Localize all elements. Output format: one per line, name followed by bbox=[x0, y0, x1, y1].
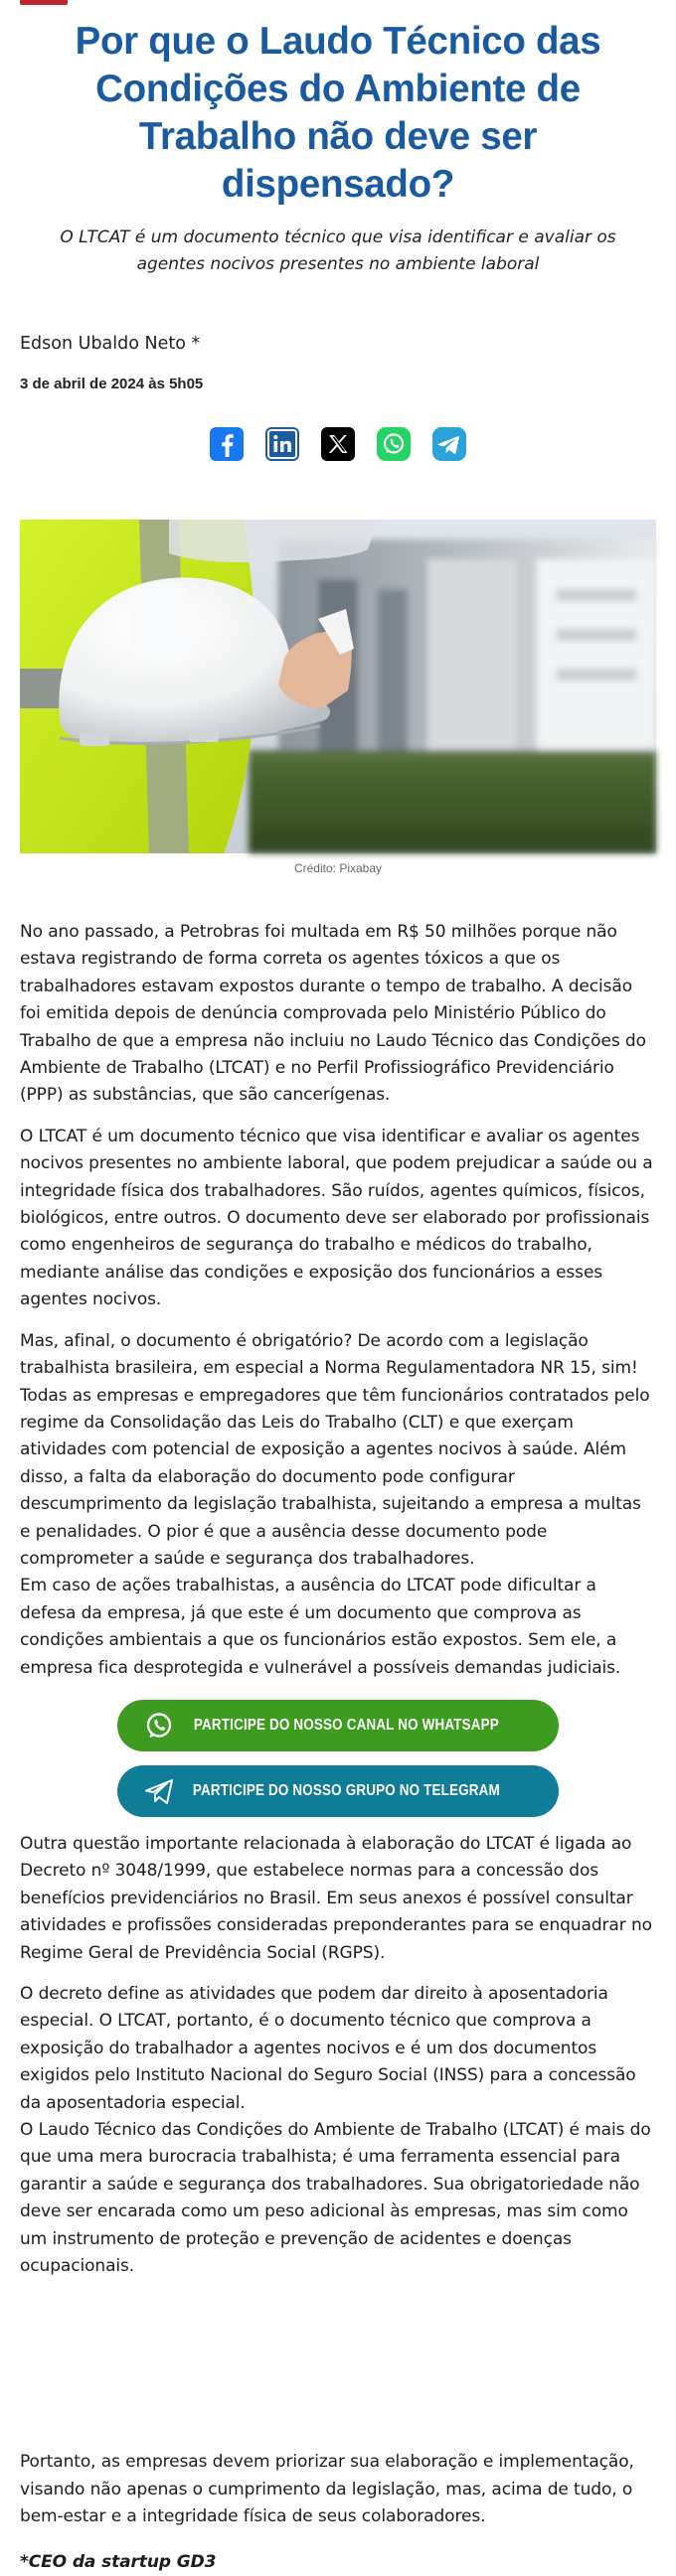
facebook-icon[interactable] bbox=[209, 426, 245, 462]
paragraph: O decreto define as atividades que podem dar direito à aposentadoria especial. O LTCAT, portanto, é o documento técnico que comprova a exposição do trabalhador a agentes nocivos e é um dos documentos exigidos pelo Instituto Nacional do Seguro Social (INSS) para a concessão da aposentadoria especial. bbox=[20, 1984, 636, 2113]
paragraph: Mas, afinal, o documento é obrigatório? De acordo com a legislação trabalhista brasileira, em especial a Norma Regulamentadora NR 15, sim! Todas as empresas e empregadores que têm funcionários contratados pelo regime da Consolidação das Leis do Trabalho (CLT) e que exerçam atividades com potencial de exposição a agentes nocivos à saúde. Além disso, a falta da elaboração do documento pode configurar descumprimento da legislação trabalhista, sujeitando a empresa a multas e penalidades. O pior é que a ausência desse documento pode comprometer a saúde e segurança dos trabalhadores. bbox=[20, 1330, 650, 1569]
article-body bbox=[0, 875, 676, 2576]
paragraph: Outra questão importante relacionada à elaboração do LTCAT é ligada ao Decreto nº 3048/1999, que estabelece normas para a concessão dos benefícios previdenciários no Brasil. Em seus anexos é possível consultar atividades e profissões consideradas preponderantes para se enquadrar no Regime Geral de Previdência Social (RGPS). bbox=[20, 1833, 652, 1963]
hard-hat-photo bbox=[20, 520, 656, 853]
telegram-icon[interactable] bbox=[431, 426, 467, 462]
article-author: Edson Ubaldo Neto * bbox=[20, 334, 201, 354]
image-credit: Crédito: Pixabay bbox=[293, 861, 383, 875]
paragraph: Em caso de ações trabalhistas, a ausência do LTCAT pode dificultar a defesa da empresa, já que este é um documento que comprova as condições ambientais a que os funcionários estão expostos. Sem ele, a empresa fica desprotegida e vulnerável a possíveis demandas judiciais. bbox=[20, 1576, 621, 1678]
whatsapp-cta-label: PARTICIPE DO NOSSO CANAL NO WHATSAPP bbox=[193, 1716, 499, 1734]
author-footnote: *CEO da startup GD3 bbox=[20, 2551, 217, 2572]
hero-image bbox=[20, 520, 656, 853]
paragraph: O Laudo Técnico das Condições do Ambiente de Trabalho (LTCAT) é mais do que uma mera burocracia trabalhista; é uma ferramenta essencial para garantir a saúde e segurança dos trabalhadores. Sua obrigatoriedade não deve ser encarada como um peso adicional às empresas, mas sim como um instrumento de proteção e prevenção de acidentes e doenças ocupacionais. bbox=[20, 2120, 651, 2277]
brand-accent-bar bbox=[20, 0, 68, 5]
paragraph: No ano passado, a Petrobras foi multada em R$ 50 milhões porque não estava registrando de forma correta os agentes tóxicos a que os trabalhadores estavam expostos durante o tempo de trabalho. A decisão foi emitida depois de denúncia comprovada pelo Ministério Público do Trabalho de que a empresa não incluiu no Laudo Técnico das Condições do Ambiente de Trabalho (LTCAT) e no Perfil Profissiográfico Previdenciário (PPP) as substâncias, que são cancerígenas. bbox=[20, 922, 646, 1106]
article-subtitle: O LTCAT é um documento técnico que visa identificar e avaliar os agentes nocivos presentes no ambiente laboral bbox=[60, 227, 616, 274]
article-date: 3 de abril de 2024 às 5h05 bbox=[20, 376, 204, 392]
whatsapp-icon[interactable] bbox=[376, 426, 412, 462]
article-title: Por que o Laudo Técnico das Condições do Ambiente de Trabalho não deve ser dispensado? bbox=[75, 20, 601, 206]
share-bar bbox=[0, 392, 676, 462]
paragraph: O LTCAT é um documento técnico que visa identificar e avaliar os agentes nocivos presentes no ambiente laboral, que podem prejudicar a saúde ou a integridade física dos trabalhadores. São ruídos, agentes químicos, físicos, biológicos, entre outros. O documento deve ser elaborado por profissionais como engenheiros de segurança do trabalho e médicos do trabalho, mediante análise das condições e exposição dos funcionários a esses agentes nocivos. bbox=[20, 1126, 653, 1310]
telegram-cta-label: PARTICIPE DO NOSSO GRUPO NO TELEGRAM bbox=[192, 1781, 500, 1799]
linkedin-icon[interactable] bbox=[264, 426, 300, 462]
telegram-group-button[interactable] bbox=[117, 1765, 559, 1817]
paragraph: Portanto, as empresas devem priorizar sua elaboração e implementação, visando não apenas o cumprimento da legislação, mas, acima de tudo, o bem-estar e a integridade física de seus colaboradores. bbox=[20, 2452, 634, 2527]
whatsapp-channel-button[interactable] bbox=[117, 1700, 559, 1751]
x-icon[interactable] bbox=[320, 426, 356, 462]
ad-spacer bbox=[20, 2280, 656, 2449]
